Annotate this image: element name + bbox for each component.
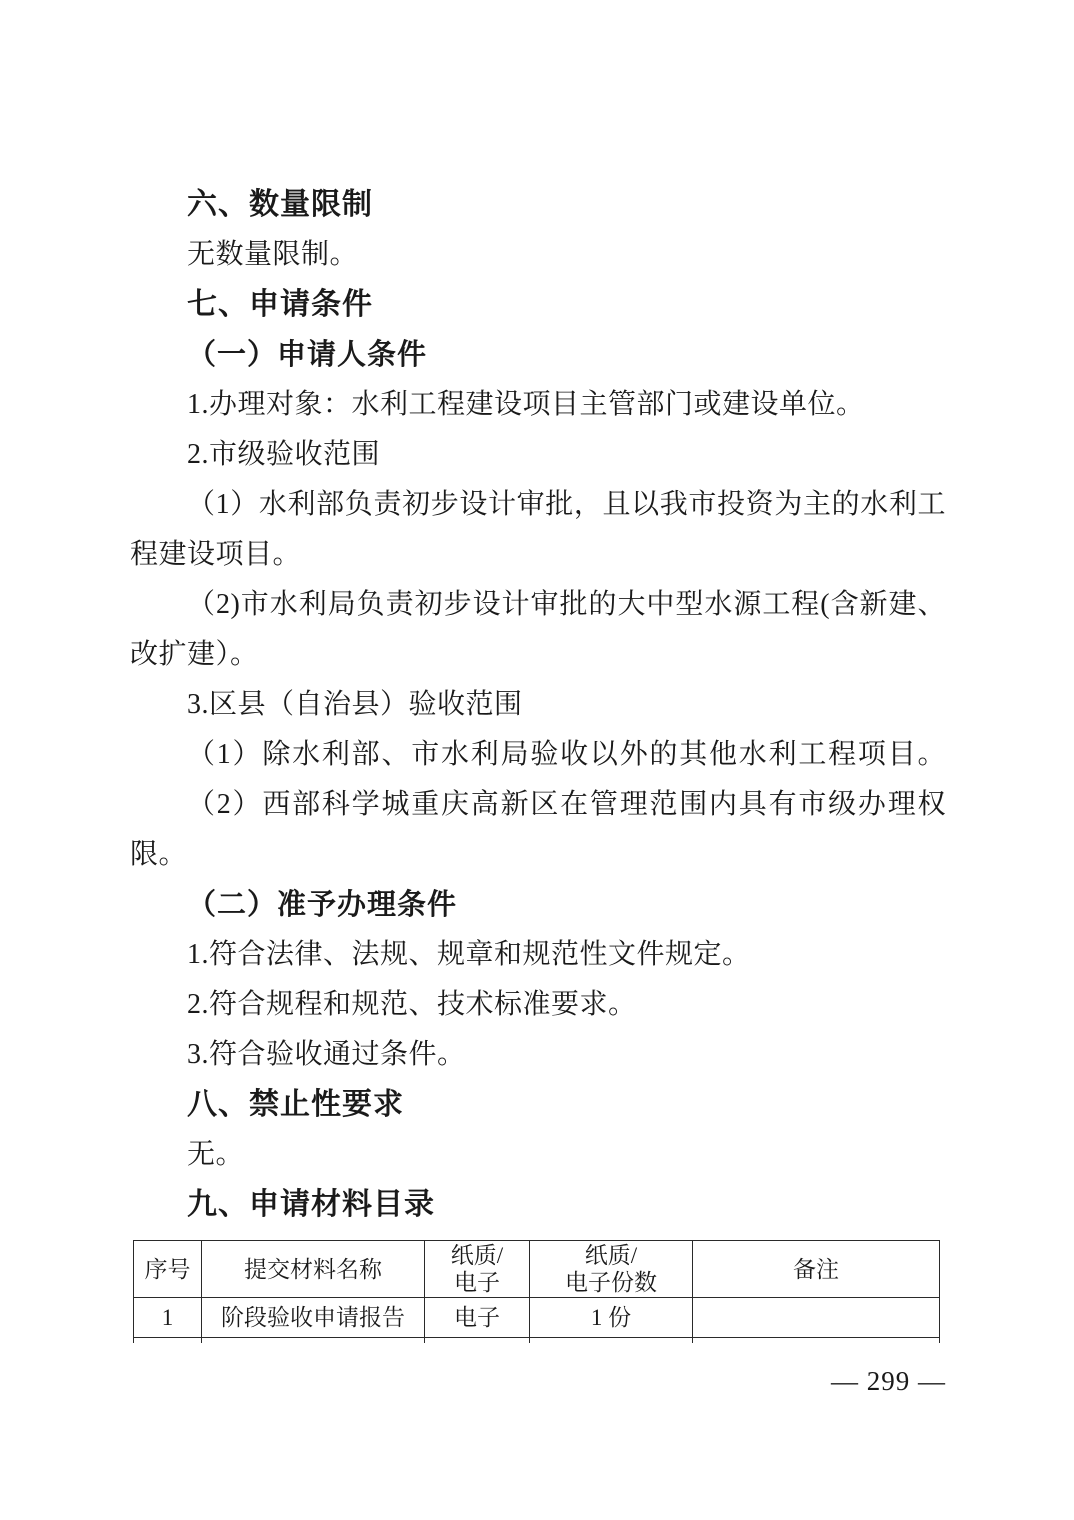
text-line: 八、禁止性要求 (187, 1088, 404, 1121)
table-cell (425, 1338, 530, 1344)
para-district-scope-title (130, 680, 946, 730)
table-header-text: 序号 (144, 1256, 191, 1282)
table-header-text: 电子 (454, 1270, 500, 1295)
subheading-approval-conditions (130, 880, 946, 930)
table-header-text: 提交材料名称 (244, 1256, 382, 1282)
materials-table (133, 1240, 940, 1343)
table-header-text: 纸质/ (584, 1243, 638, 1268)
heading-section-8 (130, 1080, 946, 1130)
subheading-applicant-conditions (130, 330, 946, 380)
table-cell: 阶段验收申请报告 (202, 1298, 425, 1338)
para-district-scope-1 (130, 730, 946, 780)
table-cell (693, 1338, 940, 1344)
table-header-text: 备注 (793, 1256, 839, 1282)
para-no-quantity-limit (130, 230, 946, 280)
table-header-cell (693, 1241, 940, 1298)
table-header-text: 纸质/ (450, 1243, 504, 1268)
text-line: 无。 (187, 1139, 245, 1170)
para-district-scope-2 (130, 780, 946, 880)
table-row-partial (134, 1338, 940, 1344)
table-header-cell (530, 1241, 693, 1298)
text-line: （1）除水利部、市水利局验收以外的其他水利工程项目。 (187, 739, 946, 770)
para-city-scope-title (130, 430, 946, 480)
text-line: （二）准予办理条件 (187, 889, 458, 921)
para-city-scope-1 (130, 480, 946, 580)
heading-section-6 (130, 180, 946, 230)
materials-table-header (134, 1241, 940, 1298)
table-header-cell (425, 1241, 530, 1298)
text-line: 3.符合验收通过条件。 (187, 1039, 466, 1070)
text-line: 3.区县（自治县）验收范围 (187, 689, 523, 720)
heading-section-7 (130, 280, 946, 330)
para-approval-1 (130, 930, 946, 980)
table-cell (530, 1338, 693, 1344)
para-city-scope-2 (130, 580, 946, 680)
table-cell (134, 1338, 202, 1344)
para-none (130, 1130, 946, 1180)
materials-table-body (134, 1298, 940, 1344)
table-cell (693, 1298, 940, 1338)
table-cell: 1 (134, 1298, 202, 1338)
text-line: （1）水利部负责初步设计审批，且以我市投资为主的水利工 (187, 489, 946, 520)
text-line: 七、申请条件 (187, 288, 373, 321)
text-line: 1.办理对象：水利工程建设项目主管部门或建设单位。 (187, 389, 865, 420)
table-cell: 1 份 (530, 1298, 693, 1338)
text-line: 程建设项目。 (130, 539, 302, 570)
text-line: 1.符合法律、法规、规章和规范性文件规定。 (187, 939, 751, 970)
text-line: 无数量限制。 (187, 239, 359, 270)
text-line: （2)市水利局负责初步设计审批的大中型水源工程(含新建、 (187, 589, 946, 620)
text-line: （2）西部科学城重庆高新区在管理范围内具有市级办理权 (187, 789, 946, 820)
table-header-cell (202, 1241, 425, 1298)
text-line: 六、数量限制 (187, 188, 373, 221)
table-cell (202, 1338, 425, 1344)
para-approval-3 (130, 1030, 946, 1080)
table-header-row (134, 1241, 940, 1298)
text-line: 2.符合规程和规范、技术标准要求。 (187, 989, 637, 1020)
table-header-cell (134, 1241, 202, 1298)
table-cell: 电子 (425, 1298, 530, 1338)
page-number: — 299 — (831, 1366, 946, 1396)
para-approval-2 (130, 980, 946, 1030)
text-line: 限。 (130, 839, 188, 870)
table-row (134, 1298, 940, 1338)
text-line: 2.市级验收范围 (187, 439, 381, 470)
text-line: 改扩建）。 (130, 639, 259, 670)
table-header-text: 电子份数 (565, 1270, 657, 1295)
heading-section-9 (130, 1180, 946, 1230)
text-line: （一）申请人条件 (187, 339, 428, 371)
document-content (130, 180, 946, 1230)
text-line: 九、申请材料目录 (187, 1188, 435, 1221)
para-target (130, 380, 946, 430)
